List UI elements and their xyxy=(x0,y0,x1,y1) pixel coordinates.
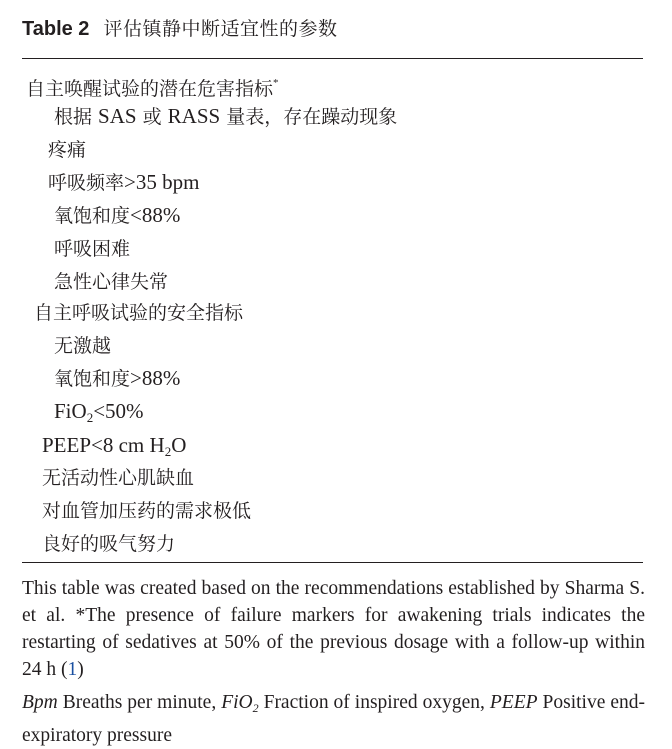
table-row xyxy=(54,101,397,132)
table-row xyxy=(42,462,194,493)
row-text-part: RASS xyxy=(167,104,221,128)
row-text: 无激越 xyxy=(54,335,112,357)
abbreviation-term: Bpm xyxy=(22,692,58,713)
row-subscript: 2 xyxy=(164,444,172,459)
table-row xyxy=(26,68,279,104)
table-row xyxy=(34,297,243,328)
footnote-text: This table was created based on the recommendations established by Sharma S. et al. *The presence of failure markers for awakening trials indicates the restarting of sedatives at 50% of the previous dosage with a follow-up within 24 h ( xyxy=(22,578,645,680)
row-text: 急性心律失常 xyxy=(54,271,169,293)
row-text-part: 根据 xyxy=(54,106,99,128)
row-text: 疼痛 xyxy=(48,139,87,161)
row-text-part: <88% xyxy=(130,203,181,227)
row-text: 自主呼吸试验的安全指标 xyxy=(34,302,244,324)
row-text-part: O xyxy=(171,433,187,457)
row-text-part: PEEP<8 cm H xyxy=(42,433,165,457)
row-text: 自主唤醒试验的潜在危害指标 xyxy=(26,78,274,100)
table-title: 评估镇静中断适宜性的参数 xyxy=(103,18,338,40)
table-row xyxy=(48,167,199,198)
table-row xyxy=(42,495,251,526)
abbreviation-definition: Breaths per minute, xyxy=(57,692,222,713)
row-text-part: 量表，存在躁动现象 xyxy=(220,106,398,128)
abbreviation-definition: Positive end-expiratory pressure xyxy=(22,692,645,746)
footnote-paragraph xyxy=(22,575,645,683)
footnote-text-close: ) xyxy=(77,659,84,680)
abbreviation-term xyxy=(221,692,258,713)
table-row xyxy=(48,134,86,165)
table-row xyxy=(42,528,175,559)
row-text-part: FiO xyxy=(54,399,87,423)
table-row xyxy=(54,330,111,361)
table-row xyxy=(54,363,180,394)
row-text-part: SAS xyxy=(98,104,137,128)
row-text-part: 氧饱和度 xyxy=(54,368,131,390)
abbreviation-term-base: FiO xyxy=(221,692,253,713)
row-text: 无活动性心肌缺血 xyxy=(42,467,195,489)
footnote-marker: * xyxy=(273,77,279,89)
table-caption xyxy=(22,14,337,43)
abbreviation-definition: Fraction of inspired oxygen, xyxy=(258,692,490,713)
row-subscript: 2 xyxy=(86,410,94,425)
row-text-part: 氧饱和度 xyxy=(54,205,131,227)
abbreviation-term-subscript: 2 xyxy=(252,701,259,715)
table-footnotes xyxy=(22,575,645,749)
table-row xyxy=(54,233,130,264)
table-label: Table 2 xyxy=(22,18,90,40)
row-text-part: <50% xyxy=(93,399,144,423)
row-text: 呼吸困难 xyxy=(54,238,131,260)
row-text-part: 或 xyxy=(136,106,168,128)
row-text-part: 呼吸频率 xyxy=(48,172,125,194)
abbreviations-paragraph xyxy=(22,689,645,749)
table-top-rule xyxy=(22,58,643,59)
table-row xyxy=(54,396,144,433)
table-bottom-rule xyxy=(22,562,643,563)
row-text-part: >88% xyxy=(130,366,181,390)
abbreviation-term: PEEP xyxy=(489,692,538,713)
row-text: 对血管加压药的需求极低 xyxy=(42,500,252,522)
reference-link[interactable]: 1 xyxy=(67,659,78,680)
row-text-part: >35 bpm xyxy=(124,170,200,194)
table-row xyxy=(54,200,180,231)
table-row xyxy=(54,266,168,297)
row-text: 良好的吸气努力 xyxy=(42,533,176,555)
